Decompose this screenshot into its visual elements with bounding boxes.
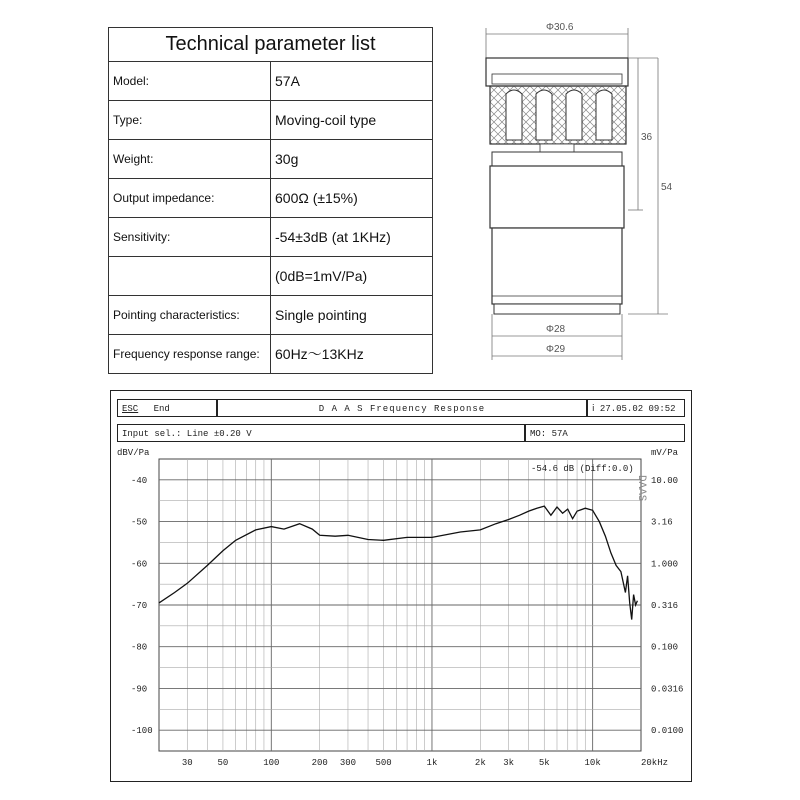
y-tick-label: -50 [131, 517, 148, 528]
y-tick-label: -100 [131, 726, 153, 737]
x-tick-label: 3k [503, 758, 515, 768]
y-tick-label: -70 [131, 601, 148, 611]
param-label [109, 257, 271, 296]
y2-tick-label: 0.316 [651, 601, 679, 611]
param-label: Weight: [109, 140, 271, 179]
parameter-table [108, 27, 433, 374]
daas-watermark: DAAS [635, 475, 647, 502]
info-icon: ⅰ [592, 404, 595, 414]
input-selection: Input sel.: Line ±0.20 V [117, 424, 525, 442]
param-label: Output impedance: [109, 179, 271, 218]
capsule-body [490, 166, 624, 228]
param-label: Pointing characteristics: [109, 296, 271, 335]
end-label: End [153, 404, 170, 414]
model-label: MO: 57A [525, 424, 685, 442]
param-value: 30g [271, 140, 433, 179]
y-tick-label: -60 [131, 559, 148, 570]
level-readout: -54.6 dB (Diff:0.0) [531, 464, 634, 474]
frequency-response-chart [111, 391, 691, 781]
param-label: Type: [109, 101, 271, 140]
param-value: 57A [271, 62, 433, 101]
x-tick-label: 300 [339, 758, 357, 768]
x-tick-label: 20kHz [641, 758, 669, 768]
dim-outer-diameter: Φ29 [546, 344, 566, 355]
y-tick-label: -90 [131, 684, 148, 695]
param-label: Model: [109, 62, 271, 101]
table-title: Technical parameter list [109, 28, 433, 62]
analyzer-title: D A A S Frequency Response [217, 399, 587, 417]
y2-tick-label: 10.00 [651, 475, 679, 486]
param-row [109, 140, 433, 179]
param-row [109, 335, 433, 374]
microphone-capsule-drawing [478, 10, 698, 370]
x-tick-label: 50 [217, 758, 229, 768]
param-row [109, 296, 433, 335]
y2-tick-label: 0.100 [651, 642, 679, 653]
x-tick-label: 500 [375, 758, 392, 768]
param-row [109, 218, 433, 257]
param-row [109, 62, 433, 101]
esc-label: ESC [122, 404, 139, 414]
dim-total-height: 54 [661, 182, 673, 193]
param-label: Frequency response range: [109, 335, 271, 374]
x-tick-label: 200 [311, 758, 328, 768]
x-tick-label: 30 [181, 758, 193, 768]
x-tick-label: 5k [538, 758, 550, 768]
y2-axis-title: mV/Pa [651, 448, 679, 458]
param-value: -54±3dB (at 1KHz) [271, 218, 433, 257]
y-tick-label: -80 [131, 642, 148, 653]
y2-tick-label: 1.000 [651, 559, 679, 570]
y2-tick-label: 0.0316 [651, 684, 684, 695]
x-tick-label: 1k [426, 758, 438, 768]
date-text: 27.05.02 09:52 [599, 404, 676, 414]
y-axis-title: dBV/Pa [117, 448, 150, 458]
y2-tick-label: 3.16 [651, 517, 673, 528]
param-value: Single pointing [271, 296, 433, 335]
y2-tick-label: 0.0100 [651, 726, 684, 737]
y-tick-label: -40 [131, 475, 148, 486]
param-row [109, 101, 433, 140]
param-value: (0dB=1mV/Pa) [271, 257, 433, 296]
dim-head-height: 36 [641, 132, 653, 143]
dim-top-diameter: Φ30.6 [546, 22, 574, 33]
x-tick-label: 2k [474, 758, 486, 768]
param-row [109, 179, 433, 218]
param-value: 60Hz～13KHz [271, 335, 433, 374]
x-tick-label: 100 [263, 758, 280, 768]
dim-inner-diameter: Φ28 [546, 324, 566, 335]
param-row [109, 257, 433, 296]
table-title-row [109, 28, 433, 62]
param-value: 600Ω (±15%) [271, 179, 433, 218]
frequency-response-analyzer [110, 390, 692, 782]
x-tick-label: 10k [584, 758, 601, 768]
param-label: Sensitivity: [109, 218, 271, 257]
param-value: Moving-coil type [271, 101, 433, 140]
